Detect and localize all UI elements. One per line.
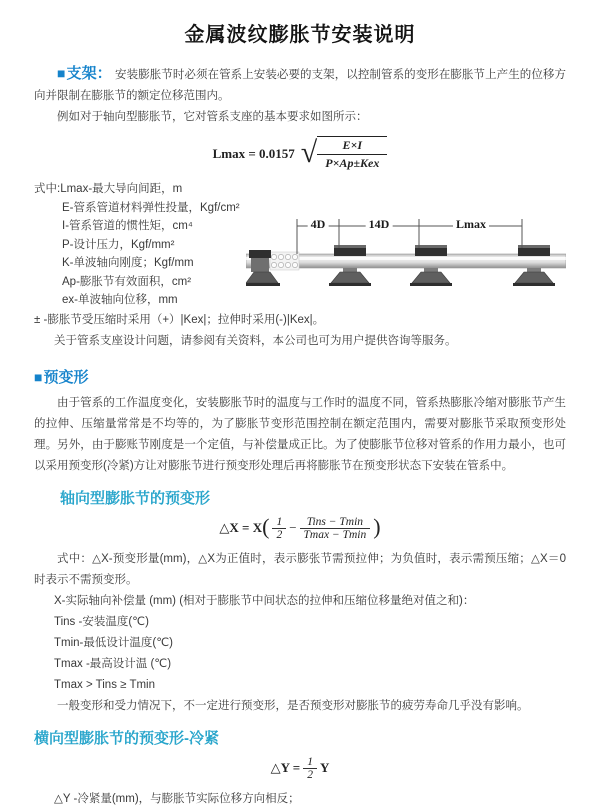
- formula-lhs: Lmax = 0.0157: [212, 146, 295, 161]
- axial-definition-item: Tmin-最低设计温度(℃): [54, 636, 173, 649]
- formula-denominator: P×Ap±Kex: [325, 156, 380, 170]
- lateral-note: △Y -冷紧量(mm)，与膨胀节实际位移方向相反；: [54, 792, 300, 805]
- dim-label-14d: 14D: [366, 217, 393, 232]
- left-paren: (: [262, 514, 270, 539]
- definition-item: E-管系管道材料弹性投量，Kgf/cm²: [62, 201, 240, 214]
- axial-preform-heading: 轴向型膨胀节的预变形: [60, 489, 211, 507]
- square-root-sign: √: [300, 135, 318, 169]
- formula-rhs: Y: [319, 760, 330, 775]
- symbol-definitions-list: [34, 180, 246, 310]
- page-title: 金属波纹膨胀节安装说明: [184, 24, 416, 46]
- formula-radicand: [317, 136, 387, 172]
- lateral-preform-formula: [34, 756, 566, 781]
- dim-label-lmax: Lmax: [453, 217, 489, 232]
- definition-item: Ap-膨胀节有效面积，cm²: [62, 275, 192, 288]
- one-half-fraction: [303, 756, 317, 781]
- temperature-fraction: [300, 516, 371, 541]
- fraction-denominator: Tmax − Tmin: [303, 528, 367, 541]
- fraction-denominator: 2: [307, 768, 313, 781]
- fraction-numerator: Tins − Tmin: [300, 516, 371, 529]
- formula-lhs: △Y =: [270, 760, 301, 775]
- pipe-support-drawing: [246, 212, 566, 298]
- fraction-numerator: 1: [303, 756, 317, 769]
- axial-definition-item: X-实际轴向补偿量 (mm) (相对于膨胀节中间状态的拉伸和压缩位移量绝对值之和)：: [54, 594, 475, 607]
- support-intro-text: 安装膨胀节时必须在管系上安装必要的支架，以控制管系的变形在膨胀节上产生的位移方向并限制在膨胀节的额定位移范围内。: [34, 69, 566, 102]
- axial-definition-item: Tmax -最高设计温 (℃): [54, 657, 172, 670]
- guide-spacing-formula: [34, 136, 566, 172]
- fraction-denominator: 2: [276, 528, 283, 541]
- axial-note: 一般变形和受力情况下，不一定进行预变形，是否预变形对膨胀节的疲劳寿命几乎没有影响。: [57, 699, 529, 712]
- definition-item: 式中:Lmax-最大导向间距，m: [34, 183, 183, 195]
- axial-definition-item: Tmax > Tins ≥ Tmin: [54, 678, 155, 691]
- axial-preform-formula: [34, 516, 566, 541]
- preform-paragraph: 由于管系的工作温度变化，安装膨胀节时的温度与工作时的温度不同，管系热膨胀冷缩对膨胀节产生的拉伸、压缩量常常是不均等的，为了膨胀节变形范围控制在额定范围内，需要对膨胀节采取预变形处理。另外，由于膨账节刚度是一个定值，与补偿量成正比。为了使膨胀节位移对管系的作用力最小，也可以采用预变形(冷紧)方让对膨胀节进行预变形处理后再将膨胀节在预变形状态下安装在管系中。: [34, 396, 566, 472]
- section-marker-icon: ■: [34, 368, 43, 385]
- definition-item: K-单波轴向刚度；Kgf/mm: [62, 257, 194, 269]
- support-heading-label: 支架：: [66, 65, 112, 82]
- support-example-line: 例如对于轴向型膨胀节，它对管系支座的基本要求如图所示：: [57, 111, 368, 123]
- support-spacing-diagram: [246, 212, 566, 298]
- definition-item: P-设计压力，Kgf/mm²: [62, 238, 175, 251]
- definitions-and-diagram: [34, 180, 566, 310]
- service-note: 关于管系支座设计问题，请参阅有关资料，本公司也可为用户提供咨询等服务。: [54, 334, 457, 347]
- formula-numerator: E×I: [317, 137, 387, 155]
- support-section-heading: [57, 65, 112, 82]
- formula-lhs: △X = X: [219, 520, 263, 535]
- axial-explain-paragraph: 式中：△X-预变形量(mm)，△X为正值时，表示膨张节需预拉伸；为负值时，表示需预压缩；△X＝0时表示不需预变形。: [34, 552, 566, 586]
- right-paren: ): [373, 514, 381, 539]
- preform-heading-label: 预变形: [43, 368, 89, 386]
- preform-section-heading: [34, 366, 566, 387]
- dim-label-4d: 4D: [308, 217, 329, 232]
- lateral-preform-heading: 横向型膨胀节的预变形-冷紧: [34, 729, 219, 747]
- minus-sign: −: [289, 520, 297, 535]
- one-half-fraction: [272, 516, 286, 541]
- support-intro-paragraph: [34, 63, 566, 107]
- axial-definitions-list: [34, 591, 566, 696]
- definition-item: I-管系管道的惯性矩，cm⁴: [62, 220, 193, 232]
- definition-item: ex-单波轴向位移，mm: [62, 294, 178, 306]
- plus-minus-note: ± -膨胀节受压缩时采用（+）|Kex|；拉伸时采用(-)|Kex|。: [34, 313, 325, 326]
- section-marker-icon: ■: [57, 65, 66, 81]
- fraction-numerator: 1: [272, 516, 286, 529]
- axial-definition-item: Tins -安装温度(℃): [54, 615, 149, 628]
